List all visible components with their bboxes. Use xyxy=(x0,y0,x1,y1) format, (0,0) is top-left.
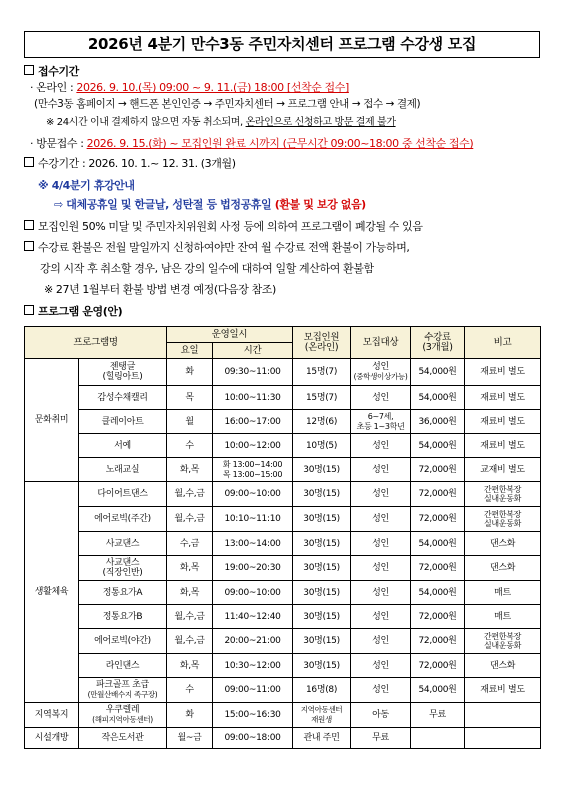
program-name-cell: 노래교실 xyxy=(79,458,167,482)
fee-cell: 72,000원 xyxy=(411,605,465,629)
target-cell: 아동 xyxy=(351,703,411,728)
capacity-cell: 30명(15) xyxy=(293,458,351,482)
capacity-cell: 30명(15) xyxy=(293,482,351,507)
note-cell: 댄스화 xyxy=(465,654,541,678)
capacity-cell: 지역아동센터 재원생 xyxy=(293,703,351,728)
note-cell: 댄스화 xyxy=(465,532,541,556)
target-cell: 성인 (중학생이상가능) xyxy=(351,359,411,386)
note-cell: 재료비 별도 xyxy=(465,678,541,703)
note-cell: 재료비 별도 xyxy=(465,434,541,458)
notice-text: 수강료 환불은 전월 말일까지 신청하여야만 잔여 월 수강료 전액 환불이 가능하며, xyxy=(38,241,410,254)
table-row xyxy=(25,434,541,458)
course-period-line xyxy=(24,156,236,171)
day-cell: 월,수,금 xyxy=(167,605,213,629)
program-name-cell: 에어로빅(야간) xyxy=(79,629,167,654)
fee-cell: 72,000원 xyxy=(411,654,465,678)
program-table xyxy=(24,326,541,749)
program-name-cell: 사교댄스 (직장인반) xyxy=(79,556,167,581)
note-cell: 재료비 별도 xyxy=(465,410,541,434)
notice-text: 모집인원 50% 미달 및 주민자치위원회 사정 등에 의하여 프로그램이 폐강될 수 있음 xyxy=(38,220,423,233)
target-cell: 성인 xyxy=(351,532,411,556)
program-name-cell: 사교댄스 xyxy=(79,532,167,556)
holiday-no-refund: (환불 및 보강 없음) xyxy=(274,198,366,211)
capacity-cell: 관내 주민 xyxy=(293,728,351,749)
fee-cell xyxy=(411,728,465,749)
capacity-cell: 30명(15) xyxy=(293,507,351,532)
notice-refund-change: ※ 27년 1월부터 환불 방법 변경 예정(다음장 참조) xyxy=(44,283,276,296)
day-cell: 수 xyxy=(167,434,213,458)
target-cell: 성인 xyxy=(351,605,411,629)
note-cell: 매트 xyxy=(465,605,541,629)
target-cell: 성인 xyxy=(351,654,411,678)
category-cell-sports: 생활체육 xyxy=(25,482,79,703)
day-cell: 화,목 xyxy=(167,654,213,678)
table-row xyxy=(25,581,541,605)
time-cell: 화 13:00~14:00 목 13:00~15:00 xyxy=(213,458,293,482)
note-cell: 간편한복장 실내운동화 xyxy=(465,507,541,532)
target-cell: 무료 xyxy=(351,728,411,749)
visit-period: 2026. 9. 15.(화) ~ 모집인원 완료 시까지 (근무시간 09:00~18:00 중 선착순 접수) xyxy=(86,137,474,150)
table-row xyxy=(25,359,541,386)
fee-cell: 54,000원 xyxy=(411,532,465,556)
program-name-cell: 우쿠렐레 (해피지역아동센터) xyxy=(79,703,167,728)
program-name-cell: 감성수채캘리 xyxy=(79,386,167,410)
capacity-cell: 30명(15) xyxy=(293,654,351,678)
table-row xyxy=(25,386,541,410)
note-cell: 재료비 별도 xyxy=(465,359,541,386)
table-row xyxy=(25,556,541,581)
time-cell: 10:00~12:00 xyxy=(213,434,293,458)
time-cell: 11:40~12:40 xyxy=(213,605,293,629)
fee-cell: 72,000원 xyxy=(411,458,465,482)
target-cell: 성인 xyxy=(351,482,411,507)
target-cell: 성인 xyxy=(351,678,411,703)
payment-note-emphasis: 온라인으로 신청하고 방문 결제 불가 xyxy=(245,117,396,128)
fee-cell: 36,000원 xyxy=(411,410,465,434)
payment-note-line xyxy=(46,115,396,130)
category-cell-welfare: 지역복지 xyxy=(25,703,79,728)
header-time: 시간 xyxy=(213,343,293,359)
day-cell: 화,목 xyxy=(167,458,213,482)
target-cell: 성인 xyxy=(351,386,411,410)
header-schedule: 운영일시 xyxy=(167,327,293,343)
time-cell: 19:00~20:30 xyxy=(213,556,293,581)
capacity-cell: 30명(15) xyxy=(293,629,351,654)
day-cell: 목 xyxy=(167,386,213,410)
note-cell xyxy=(465,703,541,728)
fee-cell: 54,000원 xyxy=(411,359,465,386)
page-title: 2026년 4분기 만수3동 주민자치센터 프로그램 수강생 모집 xyxy=(24,31,540,58)
target-cell: 성인 xyxy=(351,581,411,605)
target-cell: 성인 xyxy=(351,434,411,458)
program-name-cell: 젠탱글 (힐링아트) xyxy=(79,359,167,386)
time-cell: 09:30~11:00 xyxy=(213,359,293,386)
time-cell: 10:10~11:10 xyxy=(213,507,293,532)
holiday-text: 대체공휴일 및 한글날, 성탄절 등 법정공휴일 xyxy=(62,198,275,211)
note-cell: 간편한복장 실내운동화 xyxy=(465,629,541,654)
checkbox-square-icon xyxy=(24,65,34,75)
day-cell: 월 xyxy=(167,410,213,434)
notice-cancellation xyxy=(24,219,423,234)
program-name-cell: 파크골프 초급 (만월산배수지 족구장) xyxy=(79,678,167,703)
program-name-cell: 정통요가B xyxy=(79,605,167,629)
program-name-cell: 다이어트댄스 xyxy=(79,482,167,507)
table-row xyxy=(25,507,541,532)
time-cell: 09:00~10:00 xyxy=(213,581,293,605)
note-cell: 재료비 별도 xyxy=(465,386,541,410)
program-name-cell: 클레이아트 xyxy=(79,410,167,434)
day-cell: 수 xyxy=(167,678,213,703)
target-cell: 성인 xyxy=(351,629,411,654)
time-cell: 09:00~10:00 xyxy=(213,482,293,507)
holiday-detail-line xyxy=(54,197,366,212)
fee-cell: 72,000원 xyxy=(411,556,465,581)
notice-refund-cont: 강의 시작 후 취소할 경우, 남은 강의 일수에 대하여 일할 계산하여 환불함 xyxy=(40,262,374,275)
table-row xyxy=(25,458,541,482)
target-cell: 성인 xyxy=(351,507,411,532)
table-row xyxy=(25,532,541,556)
time-cell: 20:00~21:00 xyxy=(213,629,293,654)
capacity-cell: 30명(15) xyxy=(293,605,351,629)
category-cell-culture: 문화취미 xyxy=(25,359,79,482)
time-cell: 16:00~17:00 xyxy=(213,410,293,434)
program-section-header xyxy=(24,304,122,319)
time-cell: 13:00~14:00 xyxy=(213,532,293,556)
holiday-header: ※ 4/4분기 휴강안내 xyxy=(38,179,135,192)
fee-cell: 72,000원 xyxy=(411,482,465,507)
day-cell: 월~금 xyxy=(167,728,213,749)
course-period-value: : 2026. 10. 1.~ 12. 31. (3개월) xyxy=(78,157,236,170)
capacity-cell: 12명(6) xyxy=(293,410,351,434)
day-cell: 월,수,금 xyxy=(167,482,213,507)
fee-cell: 무료 xyxy=(411,703,465,728)
program-name-cell: 정통요가A xyxy=(79,581,167,605)
table-row xyxy=(25,410,541,434)
table-row xyxy=(25,482,541,507)
capacity-cell: 16명(8) xyxy=(293,678,351,703)
time-cell: 10:30~12:00 xyxy=(213,654,293,678)
capacity-cell: 10명(5) xyxy=(293,434,351,458)
fee-cell: 54,000원 xyxy=(411,386,465,410)
course-period-header: 수강기간 xyxy=(38,157,79,170)
note-cell xyxy=(465,728,541,749)
day-cell: 수,금 xyxy=(167,532,213,556)
arrow-right-icon: ⇨ xyxy=(54,198,63,211)
day-cell: 화,목 xyxy=(167,556,213,581)
fee-cell: 54,000원 xyxy=(411,678,465,703)
table-row xyxy=(25,605,541,629)
header-capacity: 모집인원 (온라인) xyxy=(293,327,351,359)
table-row xyxy=(25,728,541,749)
program-name-cell: 에어로빅(주간) xyxy=(79,507,167,532)
fee-cell: 72,000원 xyxy=(411,629,465,654)
visit-label: · 방문접수 : xyxy=(30,137,87,150)
checkbox-square-icon xyxy=(24,157,34,167)
fee-cell: 72,000원 xyxy=(411,507,465,532)
header-day: 요일 xyxy=(167,343,213,359)
day-cell: 화,목 xyxy=(167,581,213,605)
capacity-cell: 30명(15) xyxy=(293,532,351,556)
target-cell: 성인 xyxy=(351,556,411,581)
day-cell: 화 xyxy=(167,359,213,386)
capacity-cell: 15명(7) xyxy=(293,386,351,410)
program-name-cell: 라인댄스 xyxy=(79,654,167,678)
header-fee: 수강료 (3개월) xyxy=(411,327,465,359)
note-cell: 교재비 별도 xyxy=(465,458,541,482)
online-reception-line xyxy=(30,80,349,95)
reception-section-header xyxy=(24,64,79,79)
table-row xyxy=(25,654,541,678)
header-program: 프로그램명 xyxy=(25,327,167,359)
note-cell: 간편한복장 실내운동화 xyxy=(465,482,541,507)
header-note: 비고 xyxy=(465,327,541,359)
online-label: · 온라인 : xyxy=(30,81,77,94)
day-cell: 월,수,금 xyxy=(167,629,213,654)
note-cell: 댄스화 xyxy=(465,556,541,581)
note-cell: 매트 xyxy=(465,581,541,605)
program-name-cell: 서예 xyxy=(79,434,167,458)
table-row xyxy=(25,678,541,703)
time-cell: 15:00~16:30 xyxy=(213,703,293,728)
visit-reception-line xyxy=(30,136,473,151)
target-cell: 성인 xyxy=(351,458,411,482)
program-header-text: 프로그램 운영(안) xyxy=(38,305,123,318)
fee-cell: 54,000원 xyxy=(411,434,465,458)
checkbox-square-icon xyxy=(24,220,34,230)
program-name-cell: 작은도서관 xyxy=(79,728,167,749)
notice-refund xyxy=(24,240,410,255)
fee-cell: 54,000원 xyxy=(411,581,465,605)
checkbox-square-icon xyxy=(24,305,34,315)
target-cell: 6~7세, 초등 1~3학년 xyxy=(351,410,411,434)
table-row xyxy=(25,703,541,728)
table-row xyxy=(25,629,541,654)
day-cell: 월,수,금 xyxy=(167,507,213,532)
time-cell: 09:00~11:00 xyxy=(213,678,293,703)
payment-note-prefix: ※ 24시간 이내 결제하지 않으면 자동 취소되며, xyxy=(46,117,246,128)
reception-header-text: 접수기간 xyxy=(38,65,79,78)
online-period: 2026. 9. 10.(목) 09:00 ~ 9. 11.(금) 18:00 [선착순 접수] xyxy=(76,81,349,94)
time-cell: 10:00~11:30 xyxy=(213,386,293,410)
checkbox-square-icon xyxy=(24,241,34,251)
category-cell-facility: 시설개방 xyxy=(25,728,79,749)
capacity-cell: 30명(15) xyxy=(293,581,351,605)
time-cell: 09:00~18:00 xyxy=(213,728,293,749)
day-cell: 화 xyxy=(167,703,213,728)
online-path-line: (만수3동 홈페이지 → 핸드폰 본인인증 → 주민자치센터 → 프로그램 안내 → 접수 → 결제) xyxy=(34,98,421,110)
capacity-cell: 30명(15) xyxy=(293,556,351,581)
header-target: 모집대상 xyxy=(351,327,411,359)
capacity-cell: 15명(7) xyxy=(293,359,351,386)
